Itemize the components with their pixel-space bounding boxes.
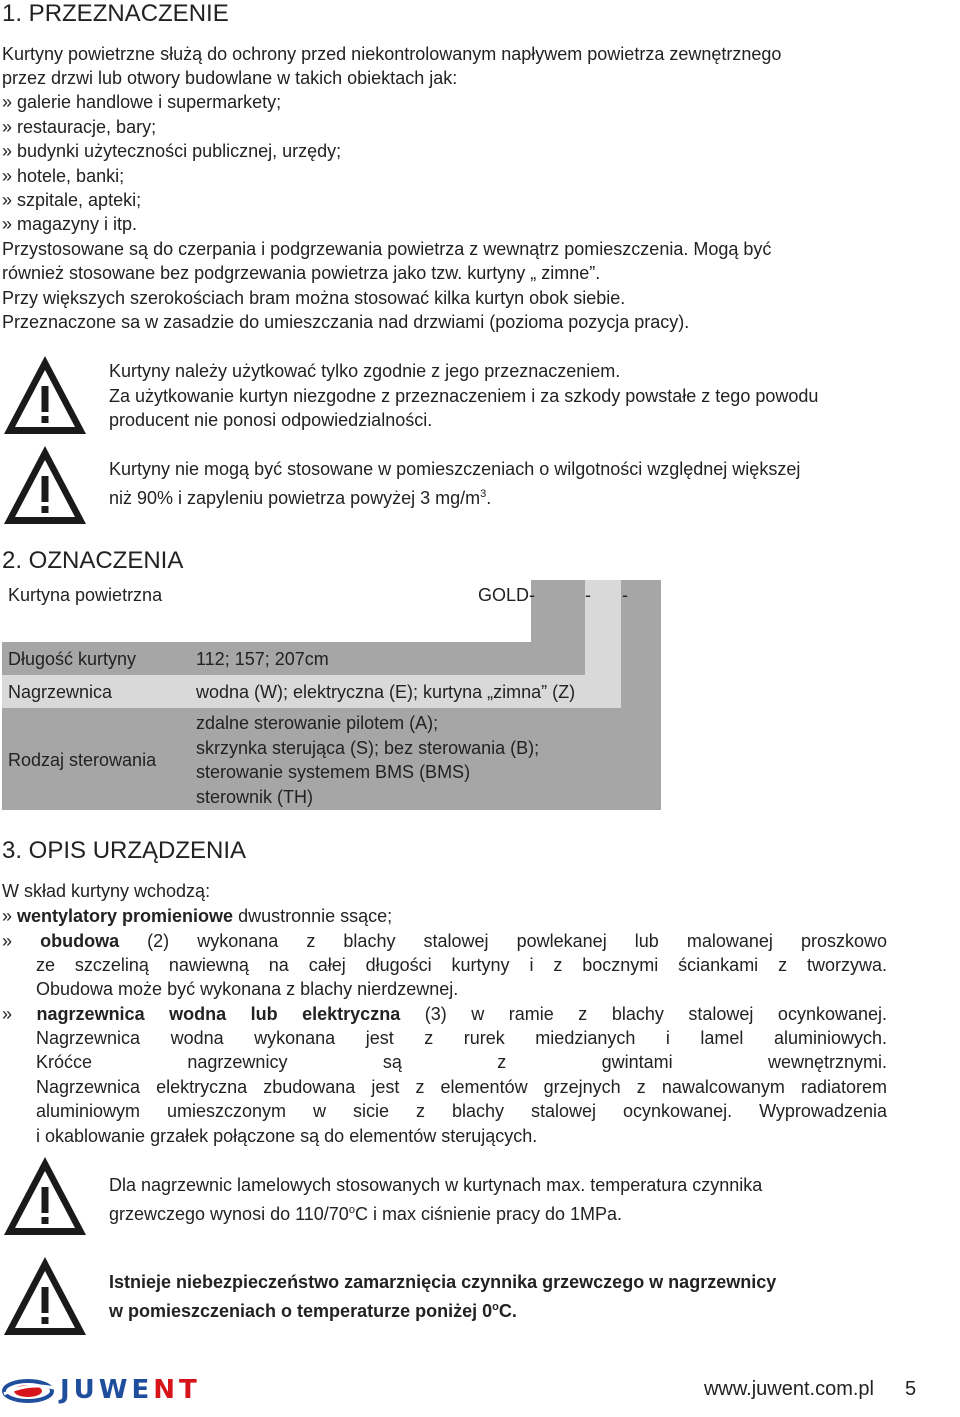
warning-text-heater-limits: Dla nagrzewnic lamelowych stosowanych w kurtynach max. temperatura czynnika grzewczego wynosi do 110/70$^o$C i max ciśnienie pracy do 1MPa.: [109, 1175, 763, 1224]
list-item: » obudowa (2) wykonana z blachy stalowej powlekanej lub malowanej proszkowo: [2, 931, 887, 951]
table-row-value: skrzynka sterująca (S); bez sterowania (B);: [196, 738, 540, 758]
list-item: » hotele, banki;: [2, 166, 125, 186]
logo-swoosh-icon: [2, 1378, 56, 1404]
purpose-paragraph: Przy większych szerokościach bram można stosować kilka kurtyn obok siebie.: [2, 288, 626, 308]
section-3-title: 3. OPIS URZĄDZENIA: [2, 837, 247, 864]
warning-icon: [2, 1255, 88, 1337]
warning-icon: [2, 444, 88, 526]
table-row-value: wodna (W); elektryczna (E); kurtyna „zimna” (Z): [196, 682, 576, 702]
list-item: » wentylatory promieniowe dwustronnie ssące;: [2, 906, 393, 926]
product-code: GOLD-: [478, 585, 536, 605]
components-intro: W skład kurtyny wchodzą:: [2, 881, 211, 901]
component-description: ze szczeliną nawiewną na całej długości kurtyny i z bocznymi ściankami z tworzywa.: [36, 955, 887, 975]
section-2-title: 2. OZNACZENIA: [2, 547, 184, 574]
purpose-paragraph: Przystosowane są do czerpania i podgrzewania powietrza z wewnątrz pomieszczenia. Mogą być: [2, 239, 772, 259]
warning-text-humidity: Kurtyny nie mogą być stosowane w pomieszczeniach o wilgotności względnej większej niż 90% i zapyleniu powietrza powyżej 3 $mg/m^3$.: [109, 459, 801, 508]
warning-icon: [2, 354, 88, 436]
website-url[interactable]: www.juwent.com.pl: [703, 1378, 874, 1400]
table-row-label: Rodzaj sterowania: [8, 750, 157, 770]
warning-text-freezing: Istnieje niebezpieczeństwo zamarznięcia czynnika grzewczego w nagrzewnicy w pomieszczeniach o temperaturze poniżej 0$^o$C.: [109, 1272, 777, 1321]
component-description: Nagrzewnica elektryczna zbudowana jest z elementów grzejnych z nawalcowanym radiatorem: [36, 1077, 887, 1097]
logo-wordmark: JUWENT: [60, 1375, 201, 1405]
warning-icon: [2, 1155, 88, 1237]
intro-line-2: przez drzwi lub otwory budowlane w takich obiektach jak:: [2, 68, 458, 88]
component-description: Nagrzewnica wodna wykonana jest z rurek miedzianych i lamel aluminiowych.: [36, 1028, 887, 1048]
list-item: » restauracje, bary;: [2, 117, 157, 137]
component-description: Obudowa może być wykonana z blachy nierdzewnej.: [36, 979, 459, 999]
table-row-label: Nagrzewnica: [8, 682, 113, 702]
component-description: i okablowanie grzałek połączone są do elementów sterujących.: [36, 1126, 538, 1146]
list-item: » szpitale, apteki;: [2, 190, 142, 210]
list-item: » budynki użyteczności publicznej, urzędy;: [2, 141, 342, 161]
page-number: 5: [905, 1378, 917, 1400]
table-row-value: 112; 157; 207cm: [196, 649, 329, 669]
warning-text-usage: Kurtyny należy użytkować tylko zgodnie z jego przeznaczeniem. Za użytkowanie kurtyn niezgodne z przeznaczeniem i za szkody powstałe z tego powodu producent nie ponosi odpowiedzialności.: [109, 361, 819, 430]
component-description: aluminiowym umieszczonym w sicie z blachy stalowej ocynkowanej. Wyprowadzenia: [36, 1101, 887, 1121]
purpose-paragraph: Przeznaczone sa w zasadzie do umieszczania nad drzwiami (pozioma pozycja pracy).: [2, 312, 690, 332]
component-description: Króćce nagrzewnicy są z gwintami wewnętrznymi.: [36, 1052, 887, 1072]
purpose-paragraph: również stosowane bez podgrzewania powietrza jako tzw. kurtyny „ zimne”.: [2, 263, 601, 283]
section-1-title: 1. PRZEZNACZENIE: [2, 0, 229, 27]
code-dash: -: [585, 585, 591, 605]
table-row-label: Długość kurtyny: [8, 649, 137, 669]
juwent-logo: [2, 1375, 272, 1405]
list-item: » galerie handlowe i supermarkety;: [2, 92, 282, 112]
list-item: » nagrzewnica wodna lub elektryczna (3) w ramie z blachy stalowej ocynkowanej.: [2, 1004, 888, 1024]
table-row-value: sterowanie systemem BMS (BMS): [196, 762, 471, 782]
product-name: Kurtyna powietrzna: [8, 585, 163, 605]
table-row-value: zdalne sterowanie pilotem (A);: [196, 713, 439, 733]
intro-line-1: Kurtyny powietrzne służą do ochrony przed niekontrolowanym napływem powietrza zewnętrznego: [2, 44, 782, 64]
code-dash: -: [622, 585, 628, 605]
table-row-value: sterownik (TH): [196, 787, 314, 807]
list-item: » magazyny i itp.: [2, 214, 138, 234]
